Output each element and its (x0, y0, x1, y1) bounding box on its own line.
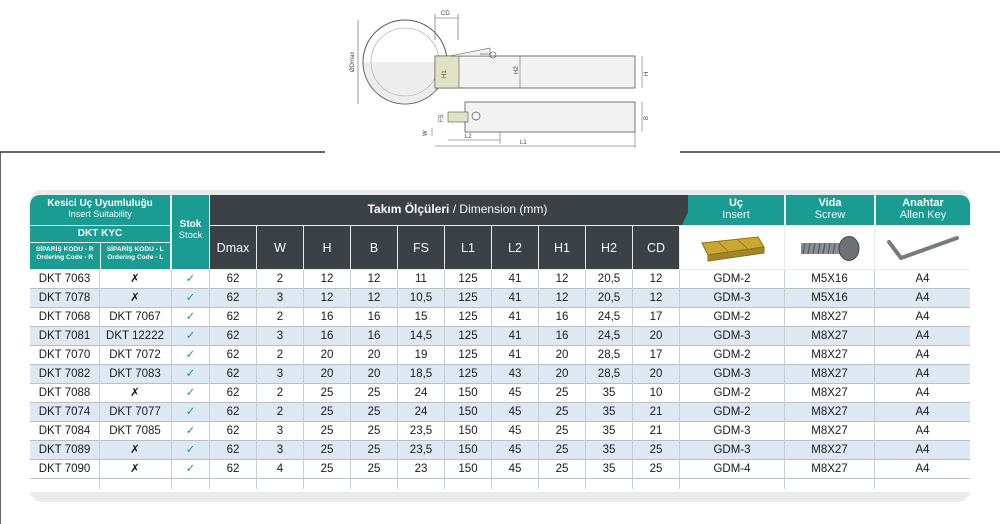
l2-value: 45 (508, 463, 522, 475)
h2-label: H2 (514, 66, 520, 74)
ordering-code-l: DKT 7072 (109, 349, 161, 361)
table-frame (0, 150, 1000, 524)
h-value: 25 (320, 463, 334, 475)
h1-value: 16 (555, 330, 569, 342)
stock-check: ✓ (185, 463, 196, 475)
h-value: 12 (320, 273, 334, 285)
column-divider (171, 270, 172, 489)
col-header-cd: CD (633, 226, 679, 269)
b-value: 25 (367, 444, 381, 456)
insert-value: GDM-4 (713, 463, 751, 475)
screw-value: M8X27 (811, 387, 848, 399)
cd-value: 12 (649, 292, 663, 304)
b-value: 25 (367, 406, 381, 418)
dmax-value: 62 (226, 463, 240, 475)
insert-value: GDM-3 (713, 292, 751, 304)
w-value: 2 (276, 349, 284, 361)
b-value: 25 (367, 387, 381, 399)
w-value: 2 (276, 273, 284, 285)
ordering-code-r: DKT 7063 (38, 273, 91, 285)
col-header-l2: L2 (492, 226, 538, 269)
fs-value: 11 (415, 273, 427, 285)
dimension-header (210, 195, 705, 225)
h2-value: 24,5 (597, 330, 621, 342)
allen-key-value: A4 (915, 292, 930, 304)
allen-key-title: Anahtar (902, 197, 944, 209)
screw-icon (797, 233, 863, 263)
screw-value: M5X16 (811, 292, 848, 304)
col-header-w: W (257, 226, 303, 269)
cd-value: 20 (649, 330, 663, 342)
w-value: 2 (276, 406, 284, 418)
ordering-code-l: DKT 7085 (109, 425, 161, 437)
screw-title: Vida (818, 197, 842, 209)
ordering-code-r: DKT 7089 (38, 444, 91, 456)
h2-value: 24,5 (597, 311, 621, 323)
screw-value: M8X27 (811, 368, 848, 380)
h2-value: 20,5 (597, 292, 621, 304)
cd-value: 21 (649, 425, 663, 437)
dmax-value: 62 (226, 273, 240, 285)
column-divider (538, 270, 539, 489)
screw-value: M8X27 (811, 463, 848, 475)
column-divider (679, 270, 680, 489)
ordering-code-r: DKT 7070 (38, 349, 91, 361)
allen-key-subtitle: Allen Key (899, 208, 947, 221)
b-value: 20 (367, 368, 381, 380)
technical-drawing (330, 0, 670, 148)
h2-value: 35 (602, 406, 616, 418)
w-value: 2 (276, 387, 284, 399)
h-value: 25 (320, 387, 334, 399)
ordering-code-r: DKT 7068 (38, 311, 91, 323)
cd-value: 25 (649, 444, 663, 456)
allen-key-value: A4 (915, 444, 930, 456)
column-divider (256, 270, 257, 489)
allen-key-value: A4 (915, 273, 930, 285)
l1-value: 150 (458, 444, 478, 456)
col-header-b: B (351, 226, 397, 269)
b-value: 16 (367, 330, 381, 342)
l2-value: 41 (508, 311, 522, 323)
h1-value: 12 (555, 292, 569, 304)
l1-value: 150 (458, 425, 478, 437)
insert-title: Uç (728, 197, 744, 209)
ordering-code-r: DKT 7082 (38, 368, 91, 380)
insert-value: GDM-3 (713, 368, 751, 380)
h1-value: 20 (555, 349, 569, 361)
allen-key-value: A4 (915, 406, 930, 418)
l1-value: 125 (458, 368, 478, 380)
l1-value: 125 (458, 273, 478, 285)
l2-value: 45 (508, 387, 522, 399)
fs-label: FS (439, 114, 445, 122)
insert-value: GDM-2 (713, 273, 751, 285)
dmax-value: 62 (226, 311, 240, 323)
h-value: 20 (320, 368, 334, 380)
fs-value: 15 (414, 311, 428, 323)
dimension-sep: / (449, 202, 460, 216)
screw-value: M5X16 (811, 273, 848, 285)
fs-value: 24 (414, 387, 428, 399)
w-value: 4 (276, 463, 284, 475)
insert-value: GDM-3 (713, 330, 751, 342)
h2-value: 28,5 (597, 349, 621, 361)
screw-value: M8X27 (811, 330, 848, 342)
l1-value: 125 (458, 311, 478, 323)
stock-check: ✓ (185, 406, 196, 418)
b-value: 12 (367, 273, 381, 285)
l2-value: 45 (508, 444, 522, 456)
h-value: 20 (320, 349, 334, 361)
w-value: 3 (276, 368, 284, 380)
allen-key-value: A4 (915, 387, 930, 399)
col-header-h1: H1 (539, 226, 585, 269)
h-value: 25 (320, 425, 334, 437)
w-value: 3 (276, 292, 284, 304)
ordering-code-r: DKT 7074 (38, 406, 91, 418)
h-label: H (644, 71, 650, 76)
stock-check: ✓ (185, 444, 196, 456)
dmax-value: 62 (226, 425, 240, 437)
column-divider (397, 270, 398, 489)
dmax-value: 62 (226, 444, 240, 456)
h2-value: 35 (602, 425, 616, 437)
h1-label: H1 (442, 70, 448, 78)
ordering-code-l: ✗ (130, 463, 140, 475)
ordering-code-l: DKT 7083 (109, 368, 161, 380)
h2-value: 35 (602, 463, 616, 475)
tool-dimension-drawing (330, 0, 670, 148)
screw-value: M8X27 (811, 444, 848, 456)
fs-value: 18,5 (409, 368, 433, 380)
ordering-code-l: ✗ (130, 444, 140, 456)
column-divider (303, 270, 304, 489)
b-value: 25 (367, 425, 381, 437)
w-value: 3 (276, 330, 284, 342)
ordering-code-l: ✗ (130, 273, 140, 285)
h-value: 12 (320, 292, 334, 304)
col-header-h2: H2 (586, 226, 632, 269)
h1-value: 25 (555, 425, 569, 437)
l1-value: 125 (458, 330, 478, 342)
ordering-code-headers (30, 243, 170, 269)
stock-check: ✓ (185, 368, 196, 380)
stock-check: ✓ (185, 311, 196, 323)
insert-subtitle: Insert (722, 208, 750, 221)
w-label: W (423, 130, 429, 136)
l2-value: 41 (508, 349, 522, 361)
dmax-value: 62 (226, 368, 240, 380)
screw-value: M8X27 (811, 311, 848, 323)
dmax-value: 62 (226, 292, 240, 304)
b-label: B (644, 115, 650, 120)
insert-image (680, 226, 784, 269)
insert-value: GDM-3 (713, 425, 751, 437)
column-divider (209, 270, 210, 489)
h1-value: 16 (555, 311, 569, 323)
column-divider (444, 270, 445, 489)
insert-suitability-subtitle: Insert Suitability (68, 208, 132, 219)
stock-check: ✓ (185, 273, 196, 285)
dimension-title: Takım Ölçüleri (367, 202, 450, 216)
allen-key-value: A4 (915, 349, 930, 361)
column-divider (99, 270, 100, 489)
h1-value: 25 (555, 463, 569, 475)
l2-value: 41 (508, 273, 522, 285)
b-value: 25 (367, 463, 381, 475)
stock-check: ✓ (185, 349, 196, 361)
stock-check: ✓ (185, 292, 196, 304)
ordering-code-l: DKT 12222 (106, 330, 164, 342)
code-l-tr: SİPARİŞ KODU - L (106, 246, 164, 253)
col-header-l1: L1 (445, 226, 491, 269)
screw-subtitle: Screw (814, 208, 846, 221)
ordering-code-l: ✗ (130, 387, 140, 399)
h2-value: 20,5 (597, 273, 621, 285)
dmax-value: 62 (226, 330, 240, 342)
column-divider (784, 270, 785, 489)
cd-value: 21 (649, 406, 663, 418)
allen-key-value: A4 (915, 463, 930, 475)
allen-key-value: A4 (915, 311, 930, 323)
h1-value: 25 (555, 406, 569, 418)
allen-key-icon (883, 232, 963, 264)
insert-suitability-header (30, 195, 170, 225)
l1-value: 150 (458, 463, 478, 475)
dimension-subtitle: Dimension (mm) (459, 202, 548, 216)
screw-value: M8X27 (811, 425, 848, 437)
allen-key-value: A4 (915, 330, 930, 342)
l1-value: 125 (458, 349, 478, 361)
h2-value: 35 (602, 444, 616, 456)
b-value: 20 (367, 349, 381, 361)
ordering-code-l: DKT 7067 (109, 311, 161, 323)
l2-label: L2 (465, 134, 472, 140)
fs-value: 23,5 (409, 425, 433, 437)
stock-subtitle: Stock (178, 229, 203, 241)
ordering-code-l: ✗ (130, 292, 140, 304)
screw-header (786, 195, 874, 225)
screw-image (785, 226, 874, 269)
h1-value: 12 (555, 273, 569, 285)
cd-label: CD (441, 11, 450, 17)
column-divider (350, 270, 351, 489)
ordering-code-r: DKT 7088 (38, 387, 91, 399)
column-divider (585, 270, 586, 489)
h2-value: 28,5 (597, 368, 621, 380)
dmax-value: 62 (226, 387, 240, 399)
l1-value: 150 (458, 387, 478, 399)
screw-value: M8X27 (811, 406, 848, 418)
col-header-dmax: Dmax (210, 226, 256, 269)
ordering-code-r: DKT 7084 (38, 425, 91, 437)
h1-value: 20 (555, 368, 569, 380)
b-value: 16 (367, 311, 381, 323)
ordering-code-r: DKT 7081 (38, 330, 91, 342)
l1-label: L1 (520, 140, 527, 146)
l2-value: 43 (508, 368, 522, 380)
l1-value: 150 (458, 406, 478, 418)
column-divider (491, 270, 492, 489)
col-header-h: H (304, 226, 350, 269)
column-divider (874, 270, 875, 489)
l2-value: 45 (508, 425, 522, 437)
h-value: 16 (320, 330, 334, 342)
insert-header (688, 195, 784, 225)
w-value: 3 (276, 444, 284, 456)
b-value: 12 (367, 292, 381, 304)
l1-value: 125 (458, 292, 478, 304)
ordering-code-l-header (100, 243, 171, 269)
ordering-code-r: DKT 7090 (38, 463, 91, 475)
l2-value: 45 (508, 406, 522, 418)
fs-value: 23,5 (409, 444, 433, 456)
dmax-value: 62 (226, 406, 240, 418)
code-r-en: Ordering Code - R (36, 253, 94, 261)
insert-value: GDM-2 (713, 311, 751, 323)
h-value: 25 (320, 406, 334, 418)
stock-check: ✓ (185, 425, 196, 437)
insert-value: GDM-2 (713, 349, 751, 361)
stock-title: Stok (179, 219, 202, 230)
column-divider (632, 270, 633, 489)
h-value: 16 (320, 311, 334, 323)
h2-value: 35 (602, 387, 616, 399)
ordering-code-r: DKT 7078 (38, 292, 91, 304)
cd-value: 10 (649, 387, 663, 399)
h-value: 25 (320, 444, 334, 456)
insert-value: GDM-2 (713, 387, 751, 399)
dmax-value: 62 (226, 349, 240, 361)
insert-suitability-title: Kesici Uç Uyumluluğu (47, 198, 153, 209)
kyc-header: DKT KYC (30, 226, 170, 242)
ordering-code-l: DKT 7077 (109, 406, 161, 418)
code-l-en: Ordering Code - L (107, 253, 164, 261)
screw-value: M8X27 (811, 349, 848, 361)
fs-value: 19 (414, 349, 428, 361)
insert-value: GDM-3 (713, 444, 751, 456)
h1-value: 25 (555, 444, 569, 456)
fs-value: 23 (414, 463, 428, 475)
dmax-label: ØDmax (350, 51, 356, 72)
l2-value: 41 (508, 292, 522, 304)
allen-key-header (876, 195, 970, 225)
allen-key-value: A4 (915, 425, 930, 437)
l2-value: 41 (508, 330, 522, 342)
cd-value: 17 (649, 311, 663, 323)
col-header-fs: FS (398, 226, 444, 269)
cd-value: 17 (649, 349, 663, 361)
stock-check: ✓ (185, 387, 196, 399)
product-table (30, 270, 970, 479)
h1-value: 25 (555, 387, 569, 399)
fs-value: 24 (414, 406, 428, 418)
insert-icon (698, 233, 768, 263)
code-r-tr: SİPARİŞ KODU - R (35, 246, 94, 253)
stock-check: ✓ (185, 330, 196, 342)
w-value: 2 (276, 311, 284, 323)
fs-value: 14,5 (409, 330, 433, 342)
w-value: 3 (276, 425, 284, 437)
ordering-code-r-header (30, 243, 100, 269)
cd-value: 12 (649, 273, 663, 285)
insert-value: GDM-2 (713, 406, 751, 418)
allen-key-value: A4 (915, 368, 930, 380)
cd-value: 25 (649, 463, 663, 475)
stock-header (172, 195, 209, 269)
allen-key-image (875, 226, 970, 269)
cd-value: 20 (649, 368, 663, 380)
fs-value: 10,5 (409, 292, 433, 304)
